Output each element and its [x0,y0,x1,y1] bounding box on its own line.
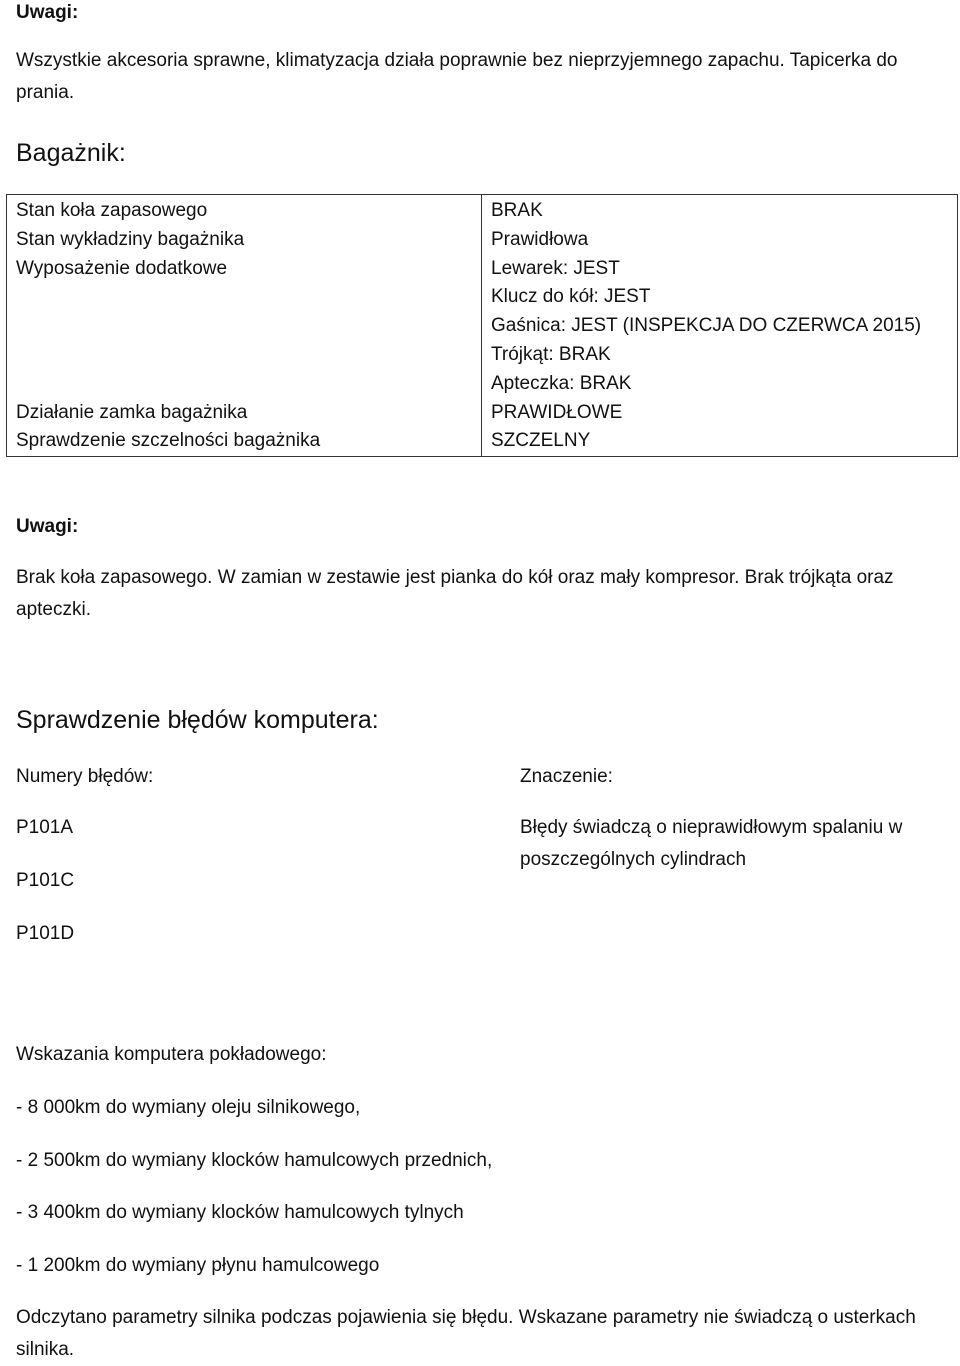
trunk-label: Wyposażenie dodatkowe [16,257,228,279]
trunk-label: Stan wykładziny bagażnika [16,228,245,250]
onboard-item: - 8 000km do wymiany oleju silnikowego, [16,1097,361,1118]
error-meaning [520,812,950,876]
notes-text: Brak koła zapasowego. W zamian w zestawie jest pianka do kół oraz mały kompresor. Brak trójkąta oraz apteczki. [16,567,894,620]
error-meaning-line: poszczególnych cylindrach [520,849,747,870]
error-meaning-line: Błędy świadczą o nieprawidłowym spalaniu w [520,817,903,838]
error-code: P101A [16,817,74,838]
trunk-label [16,341,472,370]
trunk-value: Lewarek: JEST [491,257,620,279]
error-code: P101D [16,923,75,944]
trunk-label: Działanie zamka bagażnika [16,401,248,423]
trunk-label [16,370,472,399]
error-codes-label: Numery błędów: [16,766,154,787]
trunk-value: Klucz do kół: JEST [491,286,651,308]
onboard-item: - 3 400km do wymiany klocków hamulcowych tylnych [16,1202,464,1223]
trunk-values-cell [482,195,958,457]
notes-text: Wszystkie akcesoria sprawne, klimatyzacja działa poprawnie bez nieprzyjemnego zapachu. Tapicerka do prania. [16,50,898,103]
trunk-labels-cell [7,195,482,457]
section-title-errors: Sprawdzenie błędów komputera: [16,706,379,734]
trunk-table [6,194,958,457]
trunk-label: Stan koła zapasowego [16,200,208,221]
trunk-label [16,312,472,341]
trunk-value: SZCZELNY [491,430,591,452]
trunk-value: Apteczka: BRAK [491,372,632,394]
onboard-footer: Odczytano parametry silnika podczas pojawienia się błędu. Wskazane parametry nie świadczą o usterkach silnika. [16,1307,916,1360]
trunk-value: BRAK [491,200,543,221]
section-title-trunk: Bagażnik: [16,139,126,167]
notes-heading: Uwagi: [16,2,79,23]
error-meaning-label: Znaczenie: [520,766,613,787]
trunk-value: Trójkąt: BRAK [491,343,611,365]
onboard-item: - 2 500km do wymiany klocków hamulcowych przednich, [16,1150,493,1171]
trunk-label: Sprawdzenie szczelności bagażnika [16,430,321,452]
error-code: P101C [16,870,75,891]
trunk-value: Gaśnica: JEST (INSPEKCJA DO CZERWCA 2015) [491,315,922,337]
trunk-value: PRAWIDŁOWE [491,401,623,423]
notes-heading: Uwagi: [16,516,79,537]
trunk-label [16,283,472,312]
onboard-item: - 1 200km do wymiany płynu hamulcowego [16,1255,380,1276]
trunk-value: Prawidłowa [491,228,589,250]
onboard-title: Wskazania komputera pokładowego: [16,1044,327,1065]
